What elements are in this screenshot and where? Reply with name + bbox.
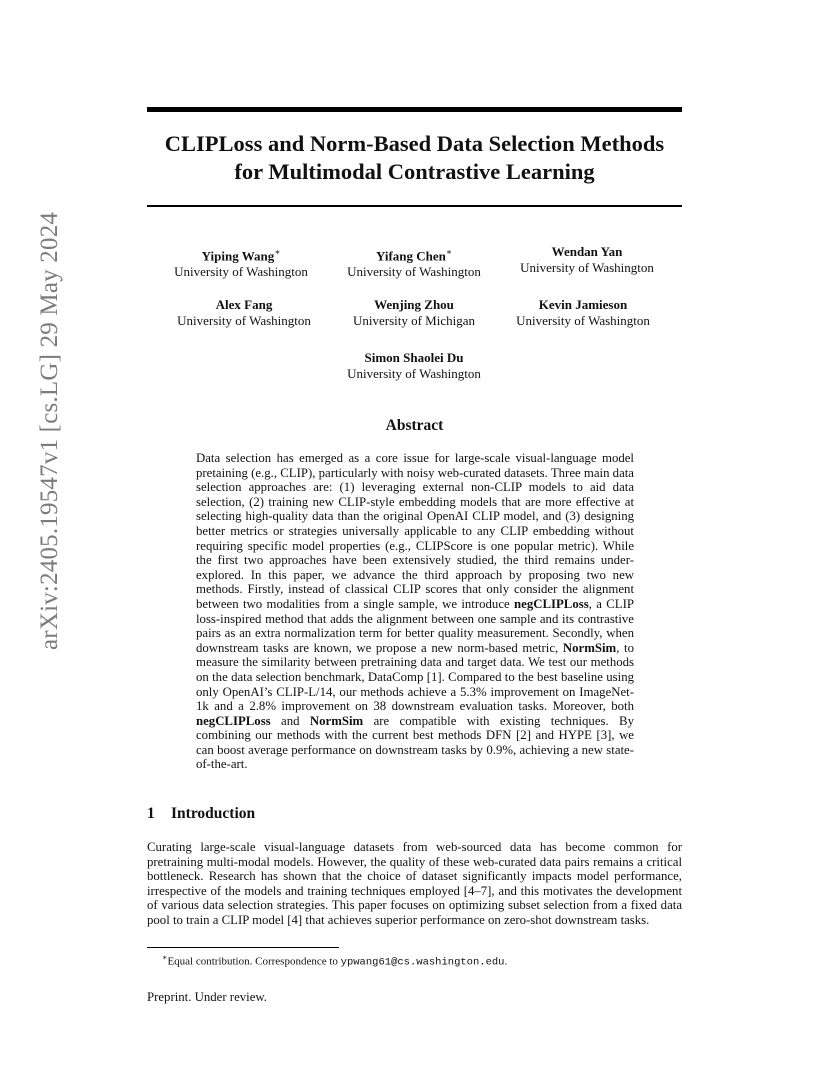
author-block [314,350,514,382]
term-negcliploss: negCLIPLoss [514,596,589,611]
author-name: Kevin Jamieson [538,297,628,312]
author-affiliation: University of Washington [516,313,650,328]
arxiv-side-stamp: arXiv:2405.19547v1 [cs.LG] 29 May 2024 [36,211,63,650]
author-block [314,244,514,280]
author-affiliation: University of Washington [347,366,481,381]
abstract-heading: Abstract [385,417,444,434]
author-name: Alex Fang [215,297,273,312]
term-normsim: NormSim [309,713,364,728]
term-normsim: NormSim [562,640,617,655]
correspondence-email[interactable]: ypwang61@cs.washington.edu [340,956,505,969]
preprint-notice: Preprint. Under review. [147,990,267,1004]
author-name: Yifang Chen∗ [375,247,453,264]
author-name: Simon Shaolei Du [364,350,464,365]
author-block [141,244,341,280]
paper-title [147,130,682,186]
author-affiliation: University of Washington [347,264,481,280]
section-heading-introduction [147,805,255,823]
author-block [487,244,687,276]
term-negcliploss: negCLIPLoss [196,713,271,728]
author-affiliation: University of Washington [520,260,654,275]
footnote-rule [147,947,339,948]
introduction-paragraph: Curating large-scale visual-language datasets from web-sourced data has become common for pretraining multi-modal models. However, the quality of these web-curated data pairs remains a critical bottleneck. Research has shown that the choice of dataset significantly impacts model performance, irrespective of the models and training techniques employed [4–7], and this motivates the development of various data selection strategies. This paper focuses on optimizing subset selection from a fixed data pool to train a CLIP model [4] that achieves superior performance on zero-shot downstream tasks. [147,840,682,927]
author-name: Wendan Yan [551,244,623,259]
section-title: Introduction [171,805,256,822]
title-line-2: for Multimodal Contrastive Learning [234,159,595,184]
author-affiliation: University of Washington [177,313,311,328]
section-number: 1 [147,805,155,822]
author-block [483,297,683,329]
author-affiliation: University of Washington [174,264,308,280]
footnote: ∗Equal contribution. Correspondence to ypwang61@cs.washington.edu. [162,953,508,969]
title-top-rule [147,107,682,112]
author-affiliation: University of Michigan [352,313,476,328]
author-name: Wenjing Zhou [374,297,454,312]
title-line-1: CLIPLoss and Norm-Based Data Selection Methods [164,131,665,156]
abstract-text: Data selection has emerged as a core issue for large-scale visual-language model pretaining (e.g., CLIP), particularly with noisy web-curated datasets. Three main data selection approaches are: (1) leveraging external non-CLIP models to aid data selection, (2) training new CLIP-style embedding models that are more effective at selecting high-quality data than the original OpenAI CLIP model, and (3) designing better metrics or strategies universally applicable to any CLIP embedding without requiring specific model properties (e.g., CLIPScore is one popular metric). While the first two approaches have been extensively studied, the third remains under-explored. In this paper, we advance the third approach by proposing two new methods. Firstly, instead of classical CLIP scores that only consider the alignment between two modalities from a single sample, we introduce negCLIPLoss, a CLIP loss-inspired method that adds the alignment between one sample and its contrastive pairs as an extra normalization term for better quality measurement. Secondly, when downstream tasks are known, we propose a new norm-based metric, NormSim, to measure the similarity between pretraining data and target data. We test our methods on the data selection benchmark, DataComp [1]. Compared to the best baseline using only OpenAI’s CLIP-L/14, our methods achieve a 5.3% improvement on ImageNet-1k and a 2.8% improvement on 38 downstream evaluation tasks. Moreover, both negCLIPLoss and NormSim are compatible with existing techniques. By combining our methods with the current best methods DFN [2] and HYPE [3], we can boost average performance on downstream tasks by 0.9%, achieving a new state-of-the-art. [196,451,634,772]
title-bottom-rule [147,205,682,207]
author-name: Yiping Wang∗ [201,247,281,264]
